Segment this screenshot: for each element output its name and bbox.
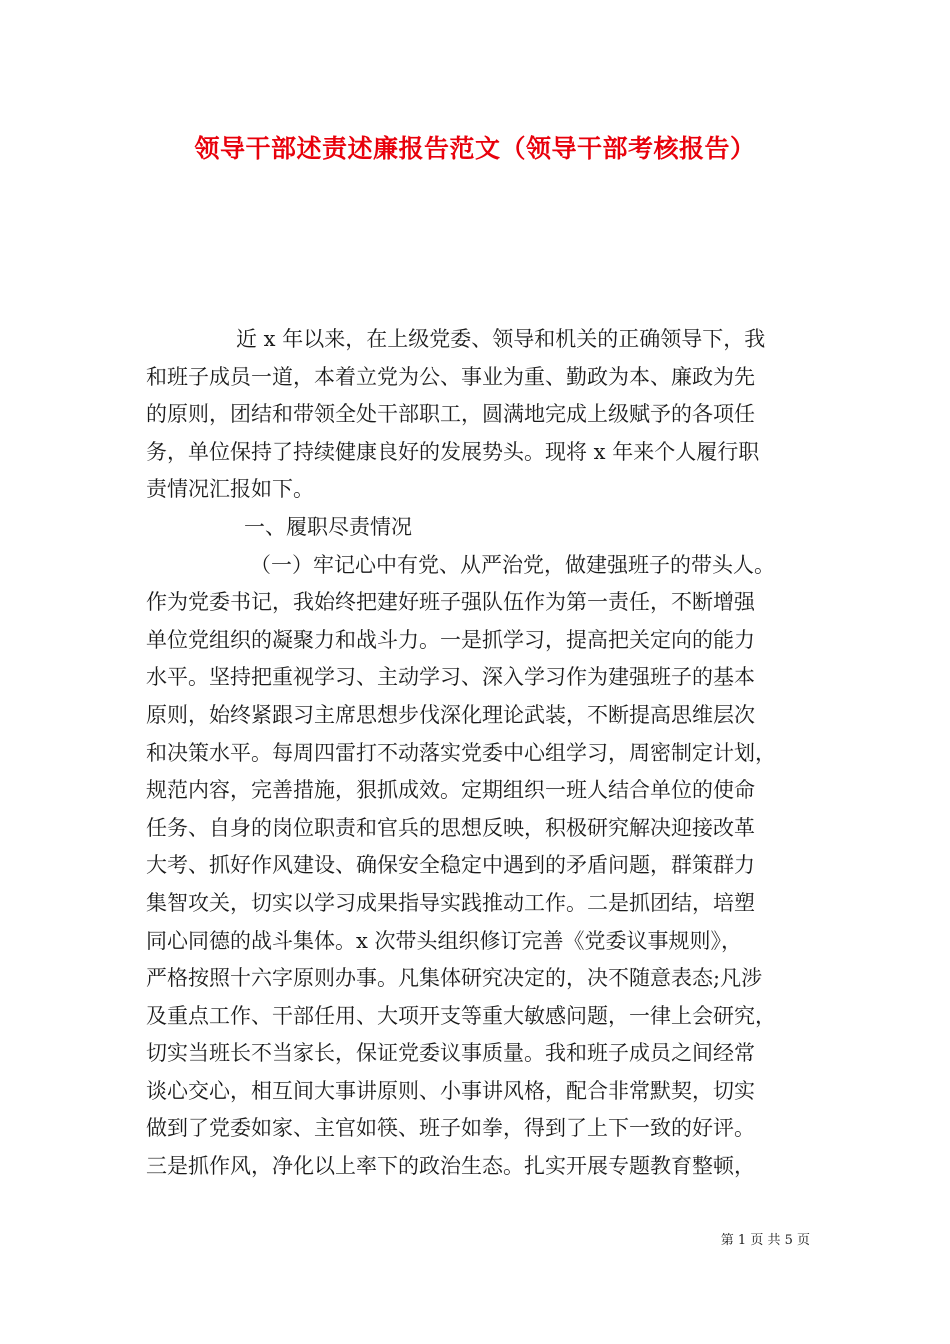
paragraph-line: 严格按照十六字原则办事。凡集体研究决定的，决不随意表态;凡涉 bbox=[146, 966, 763, 991]
paragraph-line: 大考、抓好作风建设、确保安全稳定中遇到的矛盾问题，群策群力 bbox=[146, 853, 755, 878]
paragraph-line: 务，单位保持了持续健康良好的发展势头。现将 x 年来个人履行职 bbox=[146, 439, 760, 464]
subsection-heading: （一）牢记心中有党、从严治党，做建强班子的带头人。 bbox=[250, 552, 775, 577]
paragraph-line: 作为党委书记，我始终把建好班子强队伍作为第一责任，不断增强 bbox=[146, 590, 755, 615]
paragraph-line: 集智攻关，切实以学习成果指导实践推动工作。二是抓团结，培塑 bbox=[146, 890, 755, 915]
paragraph-line: 单位党组织的凝聚力和战斗力。一是抓学习，提高把关定向的能力 bbox=[146, 627, 755, 652]
paragraph-line: 规范内容，完善措施，狠抓成效。定期组织一班人结合单位的使命 bbox=[146, 778, 755, 803]
paragraph-line: 水平。坚持把重视学习、主动学习、深入学习作为建强班子的基本 bbox=[146, 665, 755, 690]
paragraph-line: 责情况汇报如下。 bbox=[146, 477, 314, 502]
paragraph-line: 和班子成员一道，本着立党为公、事业为重、勤政为本、廉政为先 bbox=[146, 364, 755, 389]
document-body bbox=[146, 321, 806, 1186]
paragraph-line: 做到了党委如家、主官如筷、班子如拳，得到了上下一致的好评。 bbox=[146, 1116, 755, 1141]
paragraph-line: 的原则，团结和带领全处干部职工，圆满地完成上级赋予的各项任 bbox=[146, 402, 755, 427]
paragraph-line: 近 x 年以来，在上级党委、领导和机关的正确领导下，我 bbox=[236, 327, 766, 351]
paragraph-line: 原则，始终紧跟习主席思想步伐深化理论武装，不断提高思维层次 bbox=[146, 702, 755, 727]
paragraph-line: 及重点工作、干部任用、大项开支等重大敏感问题，一律上会研究， bbox=[146, 1003, 776, 1028]
section-heading: 一、履职尽责情况 bbox=[244, 514, 412, 539]
document-title: 领导干部述责述廉报告范文（领导干部考核报告） bbox=[194, 134, 756, 163]
paragraph-line: 和决策水平。每周四雷打不动落实党委中心组学习，周密制定计划， bbox=[146, 740, 776, 765]
paragraph-line: 三是抓作风，净化以上率下的政治生态。扎实开展专题教育整顿， bbox=[146, 1154, 755, 1179]
paragraph-line: 任务、自身的岗位职责和官兵的思想反映，积极研究解决迎接改革 bbox=[146, 815, 755, 840]
paragraph-line: 同心同德的战斗集体。x 次带头组织修订完善《党委议事规则》， bbox=[146, 928, 743, 953]
paragraph-line: 切实当班长不当家长，保证党委议事质量。我和班子成员之间经常 bbox=[146, 1041, 755, 1066]
page-number: 第 1 页 共 5 页 bbox=[720, 1233, 810, 1248]
paragraph-line: 谈心交心，相互间大事讲原则、小事讲风格，配合非常默契，切实 bbox=[146, 1078, 755, 1103]
